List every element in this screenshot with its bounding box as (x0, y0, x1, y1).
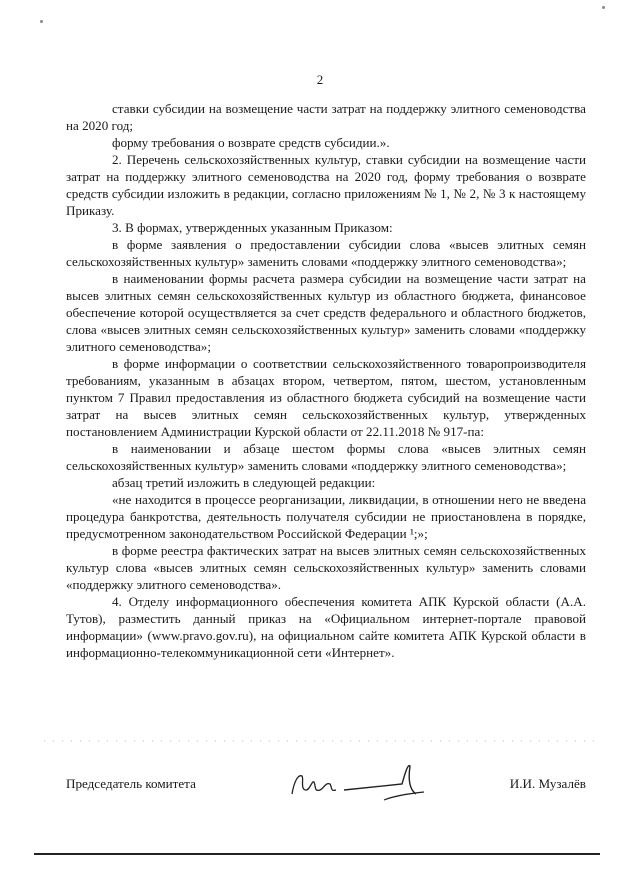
paragraph-3: 2. Перечень сельскохозяйственных культур, ставки субсидии на возмещение части затрат на поддержку элитного семеноводства на 2020 год, форму требования о возврате средств субсидии изложить в редакции, согласно приложениям № 1, № 2, № 3 к настоящему Приказу. (66, 152, 586, 218)
signatory-position: Председатель комитета (66, 776, 196, 791)
paragraph-10: «не находится в процессе реорганизации, ликвидации, в отношении него не введена процедура банкротства, деятельность получателя субсидии не приостановлена в порядке, предусмотренном законодательством Российской Федерации ¹;»; (66, 492, 586, 541)
paragraph-11: в форме реестра фактических затрат на высев элитных семян сельскохозяйственных культур слова «высев элитных семян сельскохозяйственных культур» заменить словами «поддержку элитного семеноводства». (66, 543, 586, 592)
paragraph-9: абзац третий изложить в следующей редакции: (112, 475, 376, 490)
paragraph-12: 4. Отделу информационного обеспечения комитета АПК Курской области (А.А. Тутов), разместить данный приказ на «Официальном интернет-портале правовой информации» (www.pravo.gov.ru), на официальном сайте комитета АПК Курской области в информационно-телекоммуникационной сети «Интернет». (66, 594, 586, 660)
paragraph-6: в наименовании формы расчета размера субсидии на возмещение части затрат на высев элитных семян сельскохозяйственных культур из областного бюджета, финансовое обеспечение которой осуществляется за счет средств федерального и областного бюджетов, слова «высев элитных семян сельскохозяйственных культур» заменить словами «поддержку элитного семеноводства»; (66, 271, 586, 354)
scan-dot (602, 6, 605, 9)
bottom-rule (34, 853, 600, 855)
scan-dot (40, 20, 43, 23)
paragraph-4: 3. В формах, утвержденных указанным Приказом: (112, 220, 393, 235)
paragraph-8: в наименовании и абзаце шестом формы слова «высев элитных семян сельскохозяйственных культур» заменить словами «поддержку элитного семеноводства»; (66, 441, 586, 473)
handwritten-signature-icon (284, 760, 434, 810)
paragraph-2: форму требования о возврате средств субсидии.». (112, 135, 390, 150)
signatory-name: И.И. Музалёв (509, 776, 586, 791)
scan-noise (40, 739, 600, 743)
paragraph-5: в форме заявления о предоставлении субсидии слова «высев элитных семян сельскохозяйственных культур» заменить словами «поддержку элитного семеноводства»; (66, 237, 586, 269)
paragraph-7: в форме информации о соответствии сельскохозяйственного товаропроизводителя требованиям, указанным в абзацах втором, четвертом, пятом, шестом, установленным пунктом 7 Правил предоставления из областного бюджета субсидий на возмещение части затрат на высев элитных семян сельскохозяйственных культур, утвержденных постановлением Администрации Курской области от 22.11.2018 № 917-па: (66, 356, 586, 439)
paragraph-1: ставки субсидии на возмещение части затрат на поддержку элитного семеноводства на 2020 год; (66, 101, 586, 133)
signature-block (66, 768, 586, 808)
page-number: 2 (316, 72, 324, 87)
document-body (66, 100, 586, 661)
